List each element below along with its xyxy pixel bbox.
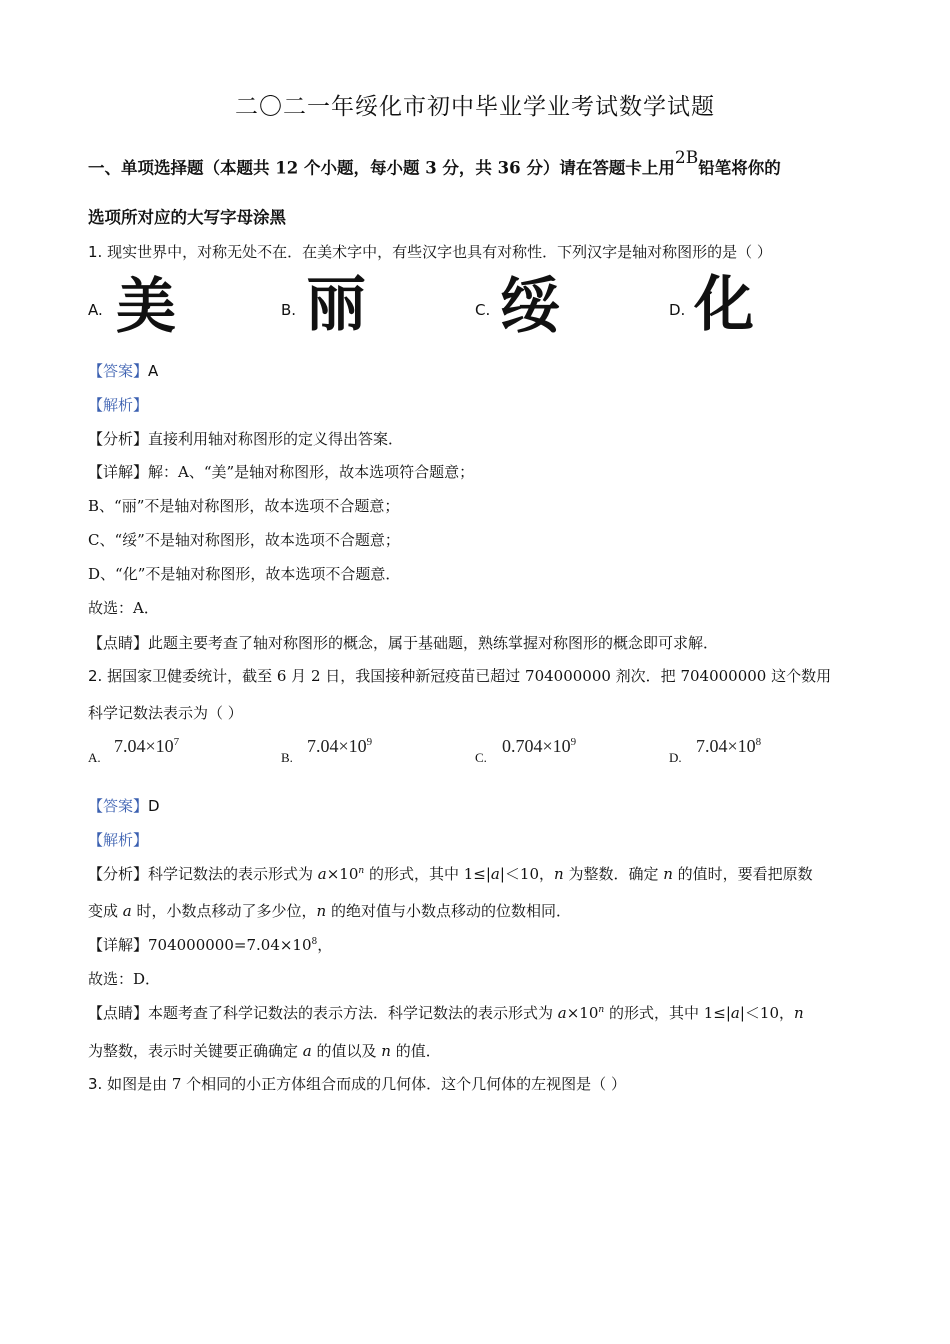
analysis-line: C、“绥”不是轴对称图形，故本选项不合题意； — [88, 531, 400, 549]
section-heading-text: 一、单项选择题（本题共 12 个小题，每小题 3 分，共 36 分）请在答题卡上用 — [88, 158, 675, 178]
analysis-line — [88, 934, 332, 955]
text: 的形式，其中 1≤| — [364, 865, 491, 883]
option-value-b — [307, 736, 372, 757]
text: |＜10， — [499, 865, 554, 883]
analysis-line: 故选：A． — [88, 599, 159, 617]
analysis-line: 故选：D． — [88, 970, 161, 988]
text: 的绝对值与小数点移动的位数相同． — [326, 902, 571, 920]
times-ten: ×10 — [727, 736, 756, 756]
q1-options — [88, 270, 868, 342]
var: a — [122, 902, 132, 920]
section-heading — [88, 148, 781, 179]
option-label: A. — [88, 301, 103, 319]
analysis-line — [88, 1002, 804, 1023]
var: a — [317, 865, 327, 883]
text: ×10 — [326, 865, 359, 883]
option-value-a — [114, 736, 179, 757]
option-glyph-d: 化 — [694, 270, 754, 340]
analysis-line — [88, 900, 571, 921]
option-glyph-c: 绥 — [500, 272, 560, 342]
analysis-line — [88, 1040, 441, 1061]
text: 【点睛】本题考查了科学记数法的表示方法．科学记数法的表示形式为 — [88, 1004, 558, 1022]
option-glyph-b: 丽 — [306, 270, 366, 340]
question-text-line2: 科学记数法表示为（ ） — [88, 704, 243, 722]
analysis-line: 【分析】直接利用轴对称图形的定义得出答案． — [88, 430, 404, 448]
answer-value: D — [148, 797, 160, 815]
var: a — [557, 1004, 567, 1022]
var: a — [490, 865, 500, 883]
exponent: 7 — [173, 736, 180, 748]
section-heading-tail: 铅笔将你的 — [698, 158, 781, 178]
analysis-line — [88, 863, 813, 884]
option-label: D. — [669, 301, 686, 319]
answer-tag: 【答案】 — [88, 362, 149, 380]
question-1 — [88, 241, 772, 262]
question-2 — [88, 665, 831, 686]
text: ， — [317, 936, 333, 954]
var: a — [730, 1004, 740, 1022]
q2-answer — [88, 795, 160, 816]
var: a — [302, 1042, 312, 1060]
text: 的值时，要看把原数 — [672, 865, 813, 883]
question-number: 3. — [88, 1075, 103, 1093]
answer-value: A — [148, 362, 159, 380]
text: 为整数，表示时关键要正确确定 — [88, 1042, 303, 1060]
question-text: 现实世界中，对称无处不在．在美术字中，有些汉字也具有对称性．下列汉字是轴对称图形的是（ ） — [107, 243, 772, 261]
analysis-line: 【详解】解：A、“美”是轴对称图形，故本选项符合题意； — [88, 463, 475, 481]
times-ten: ×10 — [145, 736, 174, 756]
question-text: 据国家卫健委统计，截至 6 月 2 日，我国接种新冠疫苗已超过 704000000 剂次．把 704000000 这个数用 — [107, 667, 832, 685]
analysis-tag: 【解析】 — [88, 396, 149, 414]
option-label: B. — [281, 750, 293, 765]
text: |＜10， — [739, 1004, 794, 1022]
option-label: C. — [475, 750, 487, 765]
text: 【分析】科学记数法的表示形式为 — [88, 865, 318, 883]
times-ten: ×10 — [338, 736, 367, 756]
text: 的值以及 — [311, 1042, 382, 1060]
var: n — [598, 1005, 605, 1015]
page-title: 二〇二一年绥化市初中毕业学业考试数学试题 — [235, 94, 715, 120]
exponent: 8 — [311, 937, 318, 947]
option-label: A. — [88, 750, 101, 765]
exponent: 9 — [366, 736, 373, 748]
q2-options — [88, 736, 868, 770]
times-ten: ×10 — [542, 736, 571, 756]
analysis-tag: 【解析】 — [88, 831, 149, 849]
exponent: 9 — [570, 736, 577, 748]
var: n — [663, 865, 673, 883]
analysis-line: B、“丽”不是轴对称图形，故本选项不合题意； — [88, 497, 400, 515]
option-glyph-a: 美 — [116, 272, 176, 342]
mantissa: 7.04 — [696, 736, 728, 756]
var: n — [316, 902, 327, 920]
q1-answer — [88, 360, 158, 381]
mantissa: 0.704 — [502, 736, 543, 756]
pencil-grade: 2B — [674, 148, 699, 168]
option-label: D. — [669, 750, 682, 765]
exponent: 8 — [755, 736, 762, 748]
section-heading-line2: 选项所对应的大写字母涂黑 — [88, 208, 286, 227]
question-number: 1. — [88, 243, 103, 261]
option-label: B. — [281, 301, 297, 319]
text: 的值． — [390, 1042, 441, 1060]
var: n — [794, 1004, 804, 1022]
var: n — [381, 1042, 391, 1060]
text: 【详解】704000000=7.04×10 — [88, 936, 312, 954]
option-label: C. — [475, 301, 491, 319]
question-3 — [88, 1073, 626, 1094]
answer-tag: 【答案】 — [88, 797, 149, 815]
text: 为整数．确定 — [563, 865, 664, 883]
analysis-line: D、“化”不是轴对称图形，故本选项不合题意． — [88, 565, 401, 583]
analysis-line: 【点睛】此题主要考查了轴对称图形的概念，属于基础题，熟练掌握对称图形的概念即可求解． — [88, 634, 719, 652]
text: ×10 — [566, 1004, 599, 1022]
option-value-d — [696, 736, 761, 757]
text: 的形式，其中 1≤| — [604, 1004, 731, 1022]
var: n — [554, 865, 564, 883]
text: 时，小数点移动了多少位， — [131, 902, 317, 920]
question-text: 如图是由 7 个相同的小正方体组合而成的几何体．这个几何体的左视图是（ ） — [107, 1075, 626, 1093]
question-number: 2. — [88, 667, 103, 685]
text: 变成 — [88, 902, 123, 920]
var: n — [358, 866, 365, 876]
mantissa: 7.04 — [114, 736, 146, 756]
mantissa: 7.04 — [307, 736, 339, 756]
option-value-c — [502, 736, 576, 757]
